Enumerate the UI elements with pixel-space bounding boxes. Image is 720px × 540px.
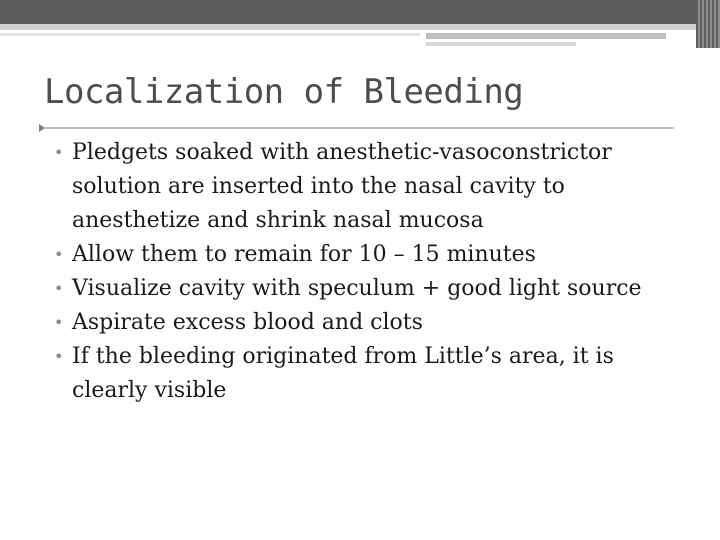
bullet-icon: •	[54, 279, 64, 298]
bullet-list	[48, 136, 688, 408]
decorative-rule-right-short	[426, 42, 576, 46]
list-item	[48, 340, 688, 408]
header-band-texture	[696, 0, 720, 48]
bullet-icon: •	[54, 143, 64, 162]
bullet-text: Visualize cavity with speculum + good light source	[72, 276, 642, 301]
bullet-text: If the bleeding originated from Little’s area, it is clearly visible	[72, 344, 614, 403]
list-item	[48, 306, 688, 340]
decorative-rule-right	[426, 33, 666, 39]
list-item	[48, 136, 688, 238]
bullet-text: Aspirate excess blood and clots	[72, 310, 423, 335]
bullet-icon: •	[54, 313, 64, 332]
slide-title: Localization of Bleeding	[44, 72, 524, 112]
header-band	[0, 0, 720, 24]
bullet-text: Pledgets soaked with anesthetic-vasoconstrictor solution are inserted into the nasal cavity to anesthetize and shrink nasal mucosa	[72, 140, 612, 233]
bullet-icon: •	[54, 347, 64, 366]
decorative-rule-left	[0, 33, 420, 36]
title-underline	[44, 127, 674, 129]
bullet-text: Allow them to remain for 10 – 15 minutes	[72, 242, 536, 267]
list-item	[48, 272, 688, 306]
list-item	[48, 238, 688, 272]
decorative-rule	[0, 24, 696, 30]
bullet-icon: •	[54, 245, 64, 264]
